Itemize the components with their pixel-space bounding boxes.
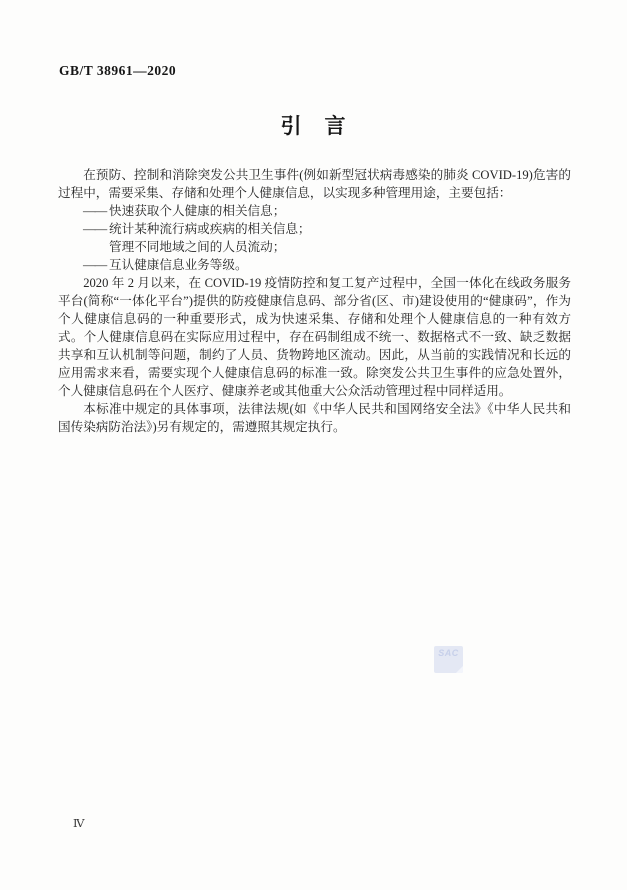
list-item xyxy=(83,202,571,220)
list-item-dash: —— xyxy=(83,204,107,218)
list-item xyxy=(83,220,571,238)
sac-watermark-text: SAC xyxy=(438,648,459,658)
page-title: 引 言 xyxy=(280,115,347,138)
page-number: Ⅳ xyxy=(73,818,85,830)
list-item xyxy=(83,256,571,274)
document-body xyxy=(58,166,571,436)
intro-paragraph-2: 2020 年 2 月以来，在 COVID-19 疫情防控和复工复产过程中，全国一体化在线政务服务平台(简称“一体化平台”)提供的防疫健康信息码、部分省(区、市)建设使用的“健康码”，作为个人健康信息码的一种重要形式，成为快速采集、存储和处理个人健康信息的一种有效方式。个人健康信息码在实际应用过程中，存在码制组成不统一、数据格式不一致、缺乏数据共享和互认机制等问题，制约了人员、货物跨地区流动。因此，从当前的实践情况和长远的应用需求来看，需要实现个人健康信息码的标准一致。除突发公共卫生事件的应急处置外，个人健康信息码在个人医疗、健康养老或其他重大公众活动管理过程中同样适用。 xyxy=(58,276,571,398)
sac-watermark-logo xyxy=(434,646,463,673)
list-item-text: 统计某种流行病或疾病的相关信息； xyxy=(109,222,311,236)
intro-paragraph-3: 本标准中规定的具体事项，法律法规(如《中华人民共和国网络安全法》《中华人民共和国传染病防治法》)另有规定的，需遵照其规定执行。 xyxy=(58,402,571,434)
watermark-folded-corner xyxy=(455,665,463,673)
purpose-list xyxy=(58,202,571,274)
standard-number: GB/T 38961—2020 xyxy=(59,63,177,78)
list-item-text: 管理不同地域之间的人员流动； xyxy=(109,240,286,254)
list-item-text: 互认健康信息业务等级。 xyxy=(109,258,248,272)
intro-paragraph-1: 在预防、控制和消除突发公共卫生事件(例如新型冠状病毒感染的肺炎 COVID-19)危害的过程中，需要采集、存储和处理个人健康信息，以实现多种管理用途，主要包括： xyxy=(58,168,571,200)
list-item-dash: —— xyxy=(83,258,107,272)
list-item-text: 快速获取个人健康的相关信息； xyxy=(109,204,286,218)
list-item xyxy=(83,238,571,256)
list-item-dash: —— xyxy=(83,222,107,236)
